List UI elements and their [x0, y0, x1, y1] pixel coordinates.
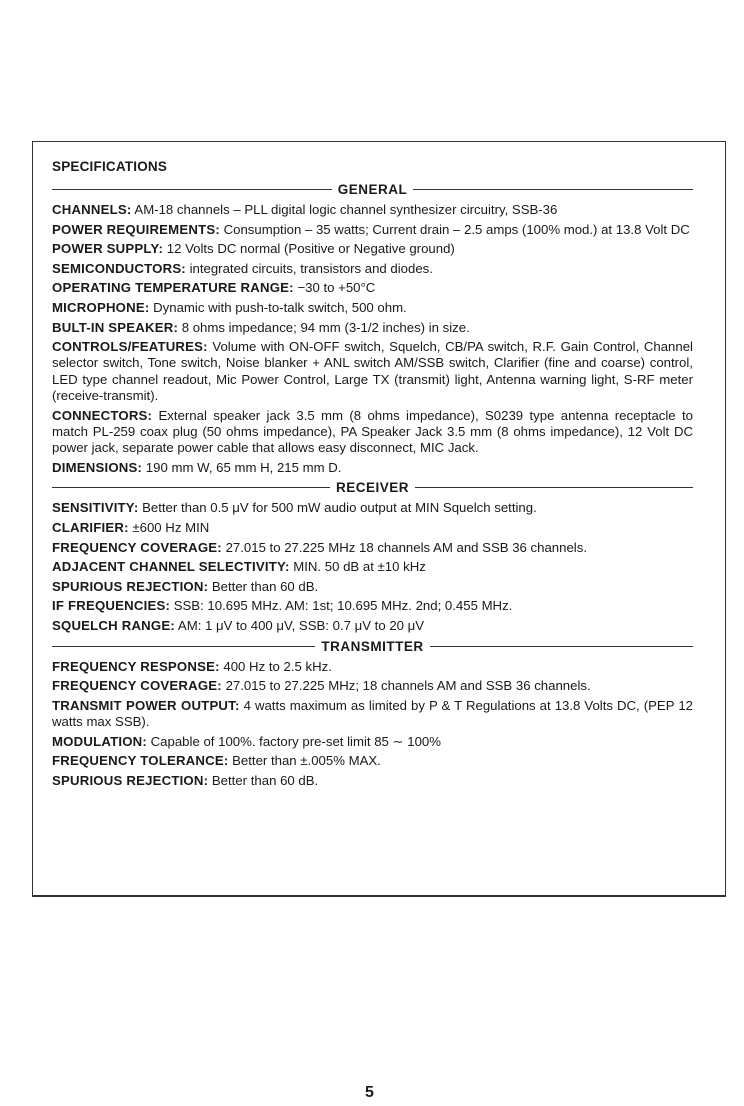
spec-label: POWER REQUIREMENTS: [52, 221, 220, 237]
divider-line [52, 646, 315, 647]
spec-label: CLARIFIER: [52, 520, 129, 536]
spec-value: Better than ±.005% MAX. [232, 753, 381, 769]
spec-label: TRANSMIT POWER OUTPUT: [52, 697, 240, 713]
spec-item [52, 773, 693, 789]
spec-value: 27.015 to 27.225 MHz 18 channels AM and SSB 36 channels. [225, 539, 587, 555]
spec-label: CONNECTORS: [52, 407, 153, 423]
spec-item [52, 698, 693, 731]
spec-item [52, 598, 693, 614]
spec-value: MIN. 50 dB at ±10 kHz [293, 559, 426, 575]
spec-item [52, 320, 693, 336]
spec-label: CHANNELS: [52, 202, 132, 217]
spec-value: Volume with ON-OFF switch, Squelch, CB/PA switch, R.F. Gain Control, Channel selector switch, Tone switch, Noise blanker + ANL switch AM/SSB switch, Clarifier (fine and coarse) control, LED type channel readout, Mic Power Control, Large TX (transmit) light, Antenna warning light, S-RF meter (receive-transmit). [52, 339, 693, 404]
divider-line [52, 487, 330, 488]
spec-value: AM: 1 μV to 400 μV, SSB: 0.7 μV to 20 μV [177, 617, 425, 633]
spec-item [52, 339, 693, 404]
spec-label: DIMENSIONS: [52, 459, 143, 475]
spec-item [52, 500, 693, 516]
spec-item [52, 280, 693, 296]
spec-item [52, 540, 693, 556]
spec-label: OPERATING TEMPERATURE RANGE: [52, 280, 294, 296]
page-title: SPECIFICATIONS [52, 159, 168, 174]
spec-label: CONTROLS/FEATURES: [52, 339, 208, 355]
spec-item [52, 460, 693, 476]
spec-label: FREQUENCY COVERAGE: [52, 678, 222, 694]
spec-item [52, 559, 693, 575]
spec-item [52, 753, 693, 769]
spec-value: Capable of 100%. factory pre-set limit 85 ∼ 100% [150, 733, 441, 749]
spec-value: Better than 0.5 μV for 500 mW audio output at MIN Squelch setting. [142, 500, 537, 516]
spec-label: SENSITIVITY: [52, 500, 139, 516]
spec-item [52, 222, 693, 238]
divider-line [52, 189, 332, 190]
section-heading-receiver [52, 479, 693, 496]
spec-value: Better than 60 dB. [211, 772, 319, 788]
spec-label: IF FREQUENCIES: [52, 598, 171, 614]
section-heading-general [52, 181, 693, 198]
spec-value: SSB: 10.695 MHz. AM: 1st; 10.695 MHz. 2nd; 0.455 MHz. [173, 598, 513, 614]
spec-item [52, 734, 693, 750]
divider-line [430, 646, 693, 647]
spec-value: 12 Volts DC normal (Positive or Negative ground) [166, 241, 455, 257]
spec-value: −30 to +50°C [297, 280, 376, 296]
spec-label: MICROPHONE: [52, 299, 150, 315]
spec-label: FREQUENCY RESPONSE: [52, 658, 220, 674]
spec-label: SPURIOUS REJECTION: [52, 772, 209, 788]
spec-label: BULT-IN SPEAKER: [52, 319, 179, 335]
spec-value: External speaker jack 3.5 mm (8 ohms impedance), S0239 type antenna receptacle to match PL-259 coax plug (50 ohms impedance), PA Speaker Jack 3.5 mm (8 ohms impedance), 12 Volt DC power jack, separate power cable that allows easy disconnect, MIC Jack. [52, 407, 693, 456]
spec-item [52, 261, 693, 277]
spec-value: Consumption – 35 watts; Current drain – 2.5 amps (100% mod.) at 13.8 Volt DC [223, 221, 690, 237]
spec-value: 8 ohms impedance; 94 mm (3-1/2 inches) in size. [181, 319, 470, 335]
divider-line [415, 487, 693, 488]
spec-label: SPURIOUS REJECTION: [52, 578, 209, 594]
spec-item [52, 678, 693, 694]
spec-item [52, 618, 693, 634]
spec-item [52, 659, 693, 675]
spec-item [52, 520, 693, 536]
spec-label: FREQUENCY TOLERANCE: [52, 753, 229, 769]
spec-value: integrated circuits, transistors and diodes. [189, 260, 433, 276]
section-heading-label: RECEIVER [335, 480, 410, 496]
spec-value: 27.015 to 27.225 MHz; 18 channels AM and SSB 36 channels. [225, 678, 591, 694]
section-heading-label: TRANSMITTER [321, 638, 424, 654]
spec-value: 190 mm W, 65 mm H, 215 mm D. [145, 459, 342, 475]
spec-label: SQUELCH RANGE: [52, 617, 175, 633]
specifications-box [32, 141, 726, 897]
spec-label: MODULATION: [52, 733, 147, 749]
spec-value: ±600 Hz MIN [132, 520, 210, 536]
spec-sections [52, 181, 693, 789]
specifications-content [52, 159, 693, 792]
spec-item [52, 202, 693, 218]
section-heading-transmitter [52, 638, 693, 655]
spec-item [52, 408, 693, 457]
spec-label: FREQUENCY COVERAGE: [52, 539, 222, 555]
spec-value: Better than 60 dB. [211, 578, 319, 594]
spec-item [52, 300, 693, 316]
section-heading-label: GENERAL [337, 182, 408, 197]
spec-value: AM-18 channels – PLL digital logic channel synthesizer circuitry, SSB-36 [134, 202, 558, 217]
spec-value: Dynamic with push-to-talk switch, 500 ohm. [153, 299, 407, 315]
divider-line [413, 189, 693, 190]
spec-value: 400 Hz to 2.5 kHz. [223, 658, 332, 674]
spec-label: POWER SUPPLY: [52, 241, 164, 257]
spec-label: SEMICONDUCTORS: [52, 260, 186, 276]
spec-item [52, 579, 693, 595]
spec-label: ADJACENT CHANNEL SELECTIVITY: [52, 559, 290, 575]
spec-item [52, 241, 693, 257]
page-number: 5 [365, 1084, 374, 1101]
spec-value: 4 watts maximum as limited by P & T Regulations at 13.8 Volts DC, (PEP 12 watts max SSB). [52, 697, 693, 730]
